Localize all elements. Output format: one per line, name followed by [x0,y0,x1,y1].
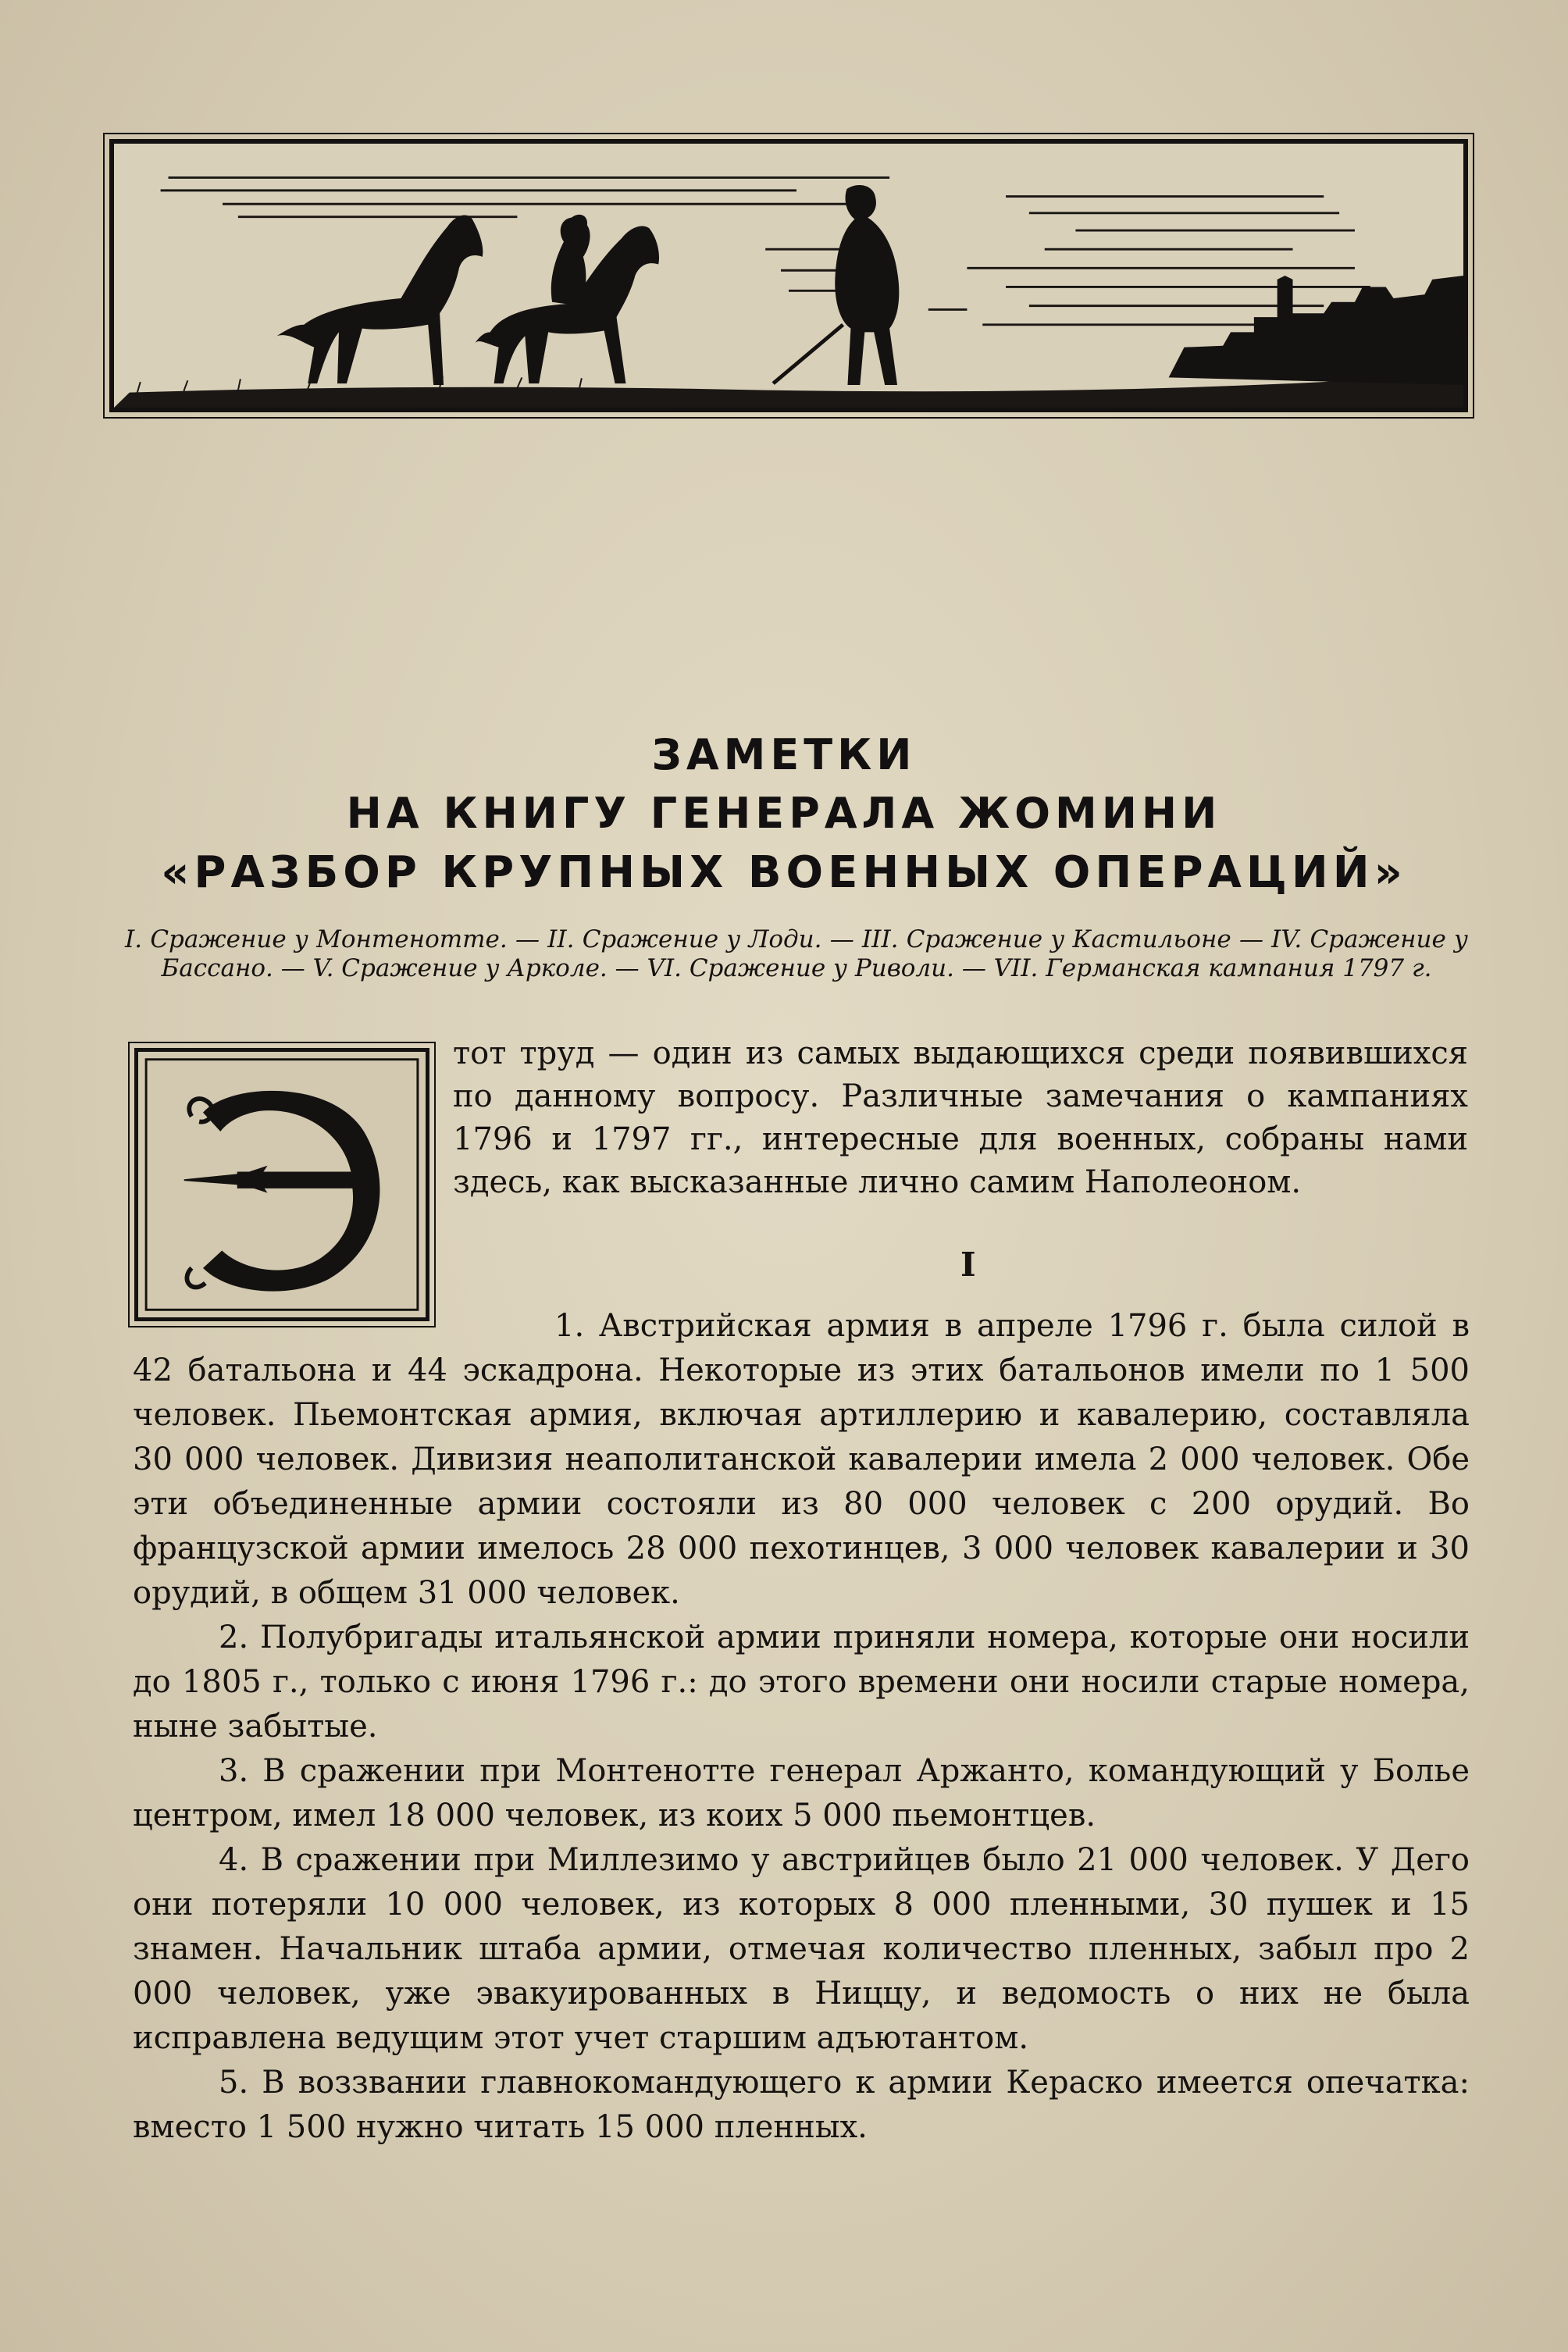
body-text [133,1304,1470,2150]
paragraph-4: 4. В сражении при Миллезимо у австрийцев было 21 000 человек. У Дего они потеряли 10 000 человек, из которых 8 000 пленными, 30 пушек и 15 знамен. Начальник штаба армии, отмечая количество пленных, забыл про 2 000 человек, уже эвакуированных в Ниццу, и ведомость о них не была исправлена ведущим этот учет старшим адъютантом. [133,1842,1470,2056]
chapter-contents: I. Сражение у Монтенотте. — II. Сражение у Лоди. — III. Сражение у Кастильоне — IV. Сражение у Бассано. — V. Сражение у Арколе. — VI. Сражение у Риволи. — VII. Германская кампания 1797 г. [125,925,1468,982]
intro-text: тот труд — один из самых выдающихся среди появившихся по данному вопросу. Различные замечания о кампаниях 1796 и 1797 гг., интересные для военных, собраны нами здесь, как высказанные лично самим Наполеоном. [453,1035,1468,1200]
header-engraving [109,139,1468,412]
title-line-1: ЗАМЕТКИ [651,730,917,779]
paragraph-2: 2. Полубригады итальянской армии приняли номера, которые они носили до 1805 г., только с июня 1796 г.: до этого времени они носили старые номера, ныне забытые. [133,1620,1470,1744]
silhouette-illustration [114,144,1463,408]
paragraph-5: 5. В воззвании главнокомандующего к армии Кераско имеется опечатка: вместо 1 500 нужно читать 15 000 пленных. [133,2065,1470,2145]
paragraph-1: 1. Австрийская армия в апреле 1796 г. была силой в 42 батальона и 44 эскадрона. Некоторые из этих батальонов имели по 1 500 человек. Пьемонтская армия, включая артиллерию и кавалерию, составляла 30 000 человек. Дивизия неаполитанской кавалерии имела 2 000 человек. Обе эти объединенные армии состояли из 80 000 человек с 200 орудий. Во французской армии имелось 28 000 пехотинцев, 3 000 человек кавалерии и 30 орудий, в общем 31 000 человек. [133,1308,1470,1611]
title-line-2: НА КНИГУ ГЕНЕРАЛА ЖОМИНИ [346,789,1222,838]
title-line-3: «РАЗБОР КРУПНЫХ ВОЕННЫХ ОПЕРАЦИЙ» [161,847,1407,898]
paragraph-3: 3. В сражении при Монтенотте генерал Аржанто, командующий у Больe центром, имел 18 000 человек, из коих 5 000 пьемонтцев. [133,1753,1470,1833]
drop-cap-ornament [134,1048,429,1321]
intro-paragraph [453,1032,1468,1204]
drop-cap-letter-graphic [138,1052,426,1317]
section-numeral: I [960,1245,976,1284]
